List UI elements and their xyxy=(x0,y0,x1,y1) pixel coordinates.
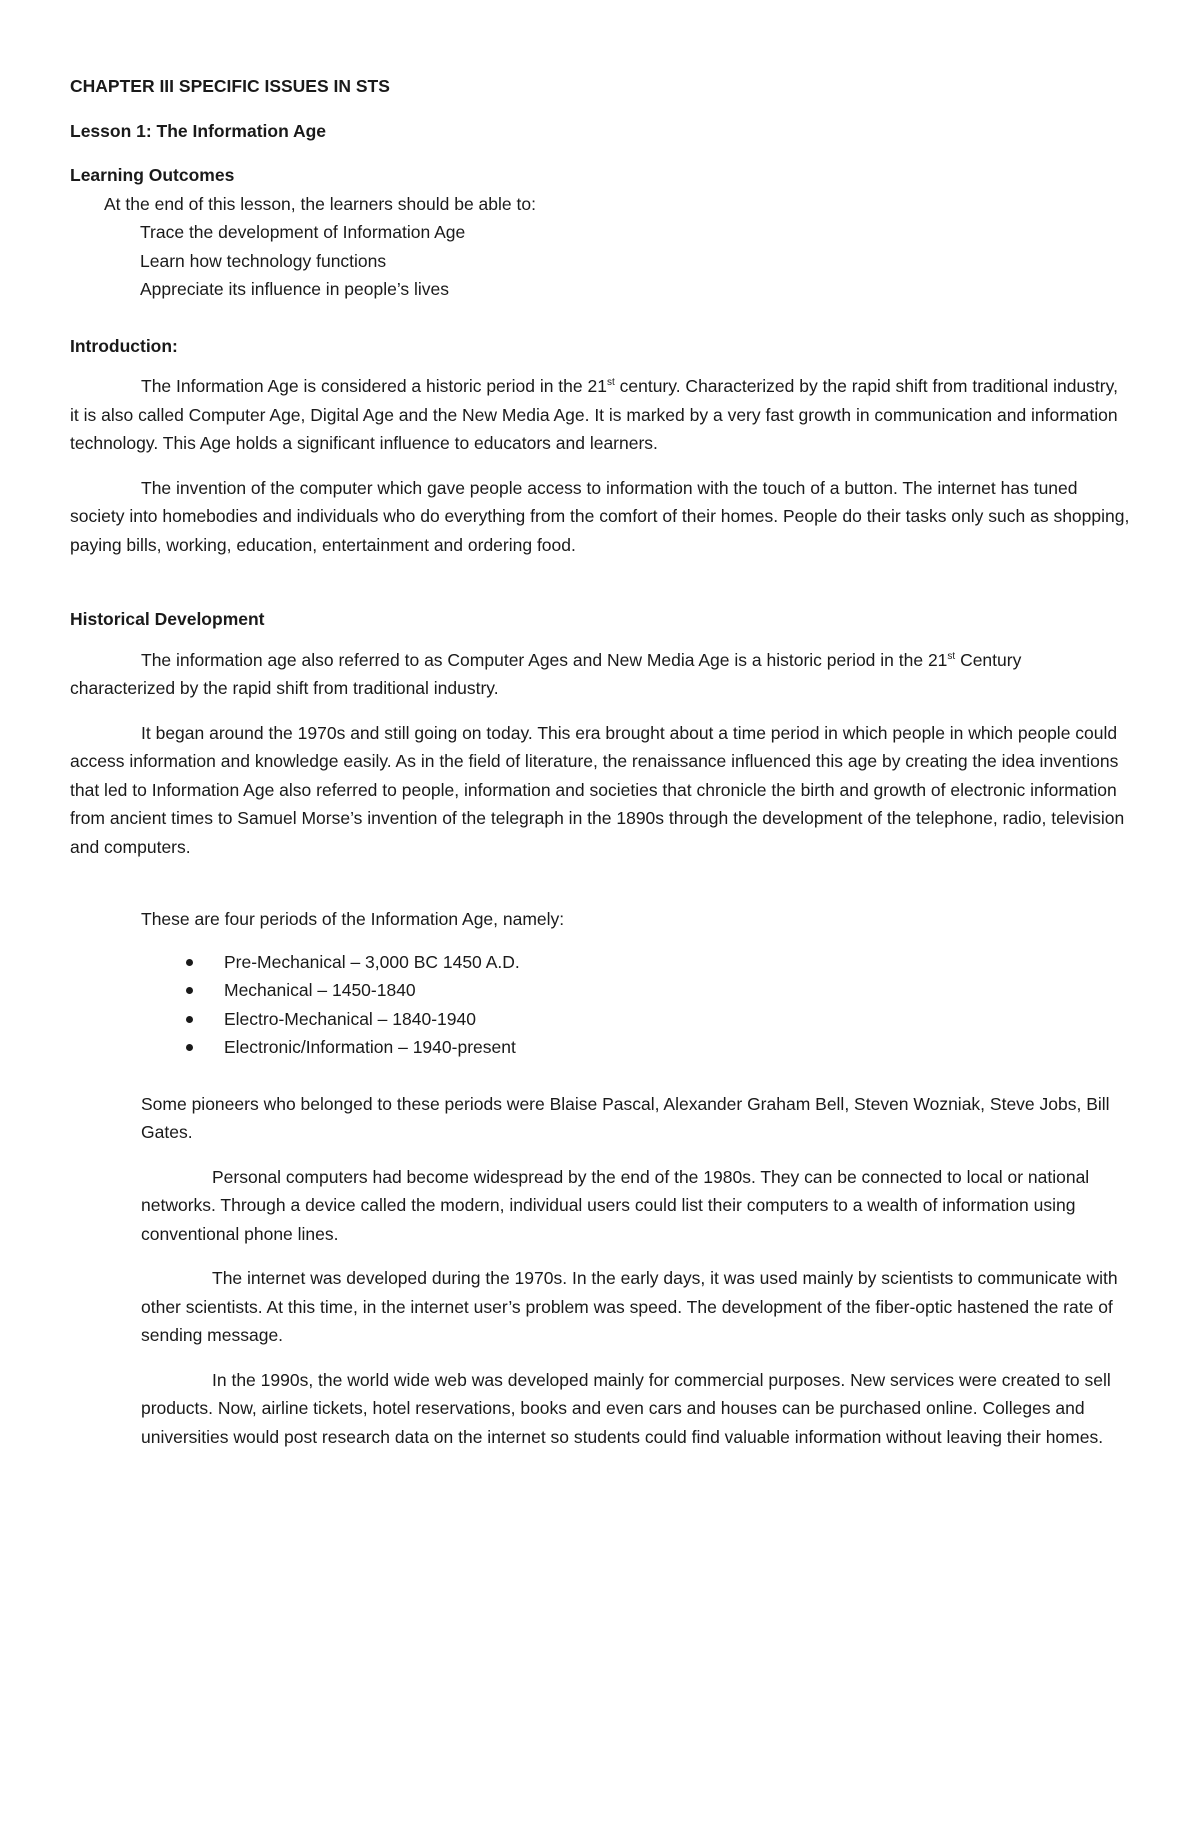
introduction-heading: Introduction: xyxy=(70,335,178,356)
bullet-icon xyxy=(186,987,193,994)
introduction-paragraph-1 xyxy=(70,372,1130,458)
chapter-title: CHAPTER III SPECIFIC ISSUES IN STS xyxy=(70,76,390,96)
historical-paragraph-2: It began around the 1970s and still going on today. This era brought about a time period in which people in which people could access information and knowledge easily. As in the field of literature, the renaissance influenced this age by creating the idea inventions that led to Information Age also referred to people, information and societies that chronicle the birth and growth of electronic information from ancient times to Samuel Morse’s invention of the telegraph in the 1890s through the development of the telephone, radio, television and computers. xyxy=(70,722,1125,857)
lesson-title: Lesson 1: The Information Age xyxy=(70,120,327,141)
superscript: st xyxy=(947,650,956,662)
text-run: The information age also referred to as Computer Ages and New Media Age is a historic period in the 21 xyxy=(141,649,948,670)
period-item xyxy=(186,1005,1130,1034)
learning-outcomes-heading: Learning Outcomes xyxy=(70,165,235,185)
historical-paragraph-5: In the 1990s, the world wide web was developed mainly for commercial purposes. New services were created to sell products. Now, airline tickets, hotel reservations, books and even cars and houses can be purchased online. Colleges and universities would post research data on the internet so students could find valuable information without leaving their homes. xyxy=(141,1369,1111,1447)
period-item xyxy=(186,976,1130,1005)
text-run: The Information Age is considered a historic period in the 21 xyxy=(141,376,607,396)
historical-development-heading: Historical Development xyxy=(70,609,265,629)
introduction-paragraph-2: The invention of the computer which gave people access to information with the touch of a button. The internet has tuned society into homebodies and individuals who do everything from the comfort of their homes. People do their tasks only such as shopping, paying bills, working, education, entertainment and ordering food. xyxy=(70,477,1130,555)
bullet-icon xyxy=(186,1016,193,1023)
period-item xyxy=(186,1033,1130,1062)
pioneers-paragraph: Some pioneers who belonged to these periods were Blaise Pascal, Alexander Graham Bell, Steven Wozniak, Steve Jobs, Bill Gates. xyxy=(141,1093,1110,1142)
superscript: st xyxy=(606,377,615,389)
text-run: Century characterized by the rapid shift from traditional industry. xyxy=(70,649,1022,698)
learning-outcomes-intro: At the end of this lesson, the learners should be able to: xyxy=(104,193,536,214)
learning-outcomes-list xyxy=(70,218,1130,304)
period-label: Pre-Mechanical – 3,000 BC 1450 A.D. xyxy=(224,951,520,972)
period-item xyxy=(186,948,1130,977)
learning-outcome-item: Learn how technology functions xyxy=(140,250,387,271)
period-label: Electro-Mechanical – 1840-1940 xyxy=(224,1008,476,1029)
period-label: Mechanical – 1450-1840 xyxy=(224,980,416,1000)
learning-outcome-item: Trace the development of Information Age xyxy=(140,222,466,242)
periods-lead: These are four periods of the Information Age, namely: xyxy=(141,909,565,929)
historical-paragraph-1 xyxy=(70,646,1130,703)
bullet-icon xyxy=(186,959,193,966)
historical-paragraph-3: Personal computers had become widespread by the end of the 1980s. They can be connected to local or national networks. Through a device called the modern, individual users could list their computers to a wealth of information using conventional phone lines. xyxy=(141,1166,1090,1244)
learning-outcome-item: Appreciate its influence in people’s lives xyxy=(140,279,450,299)
period-label: Electronic/Information – 1940-present xyxy=(224,1037,516,1057)
text-run: century. Characterized by the rapid shift from traditional industry, it is also called Computer Age, Digital Age and the New Media Age. It is marked by a very fast growth in communication and information technology. This Age holds a significant influence to educators and learners. xyxy=(70,376,1118,453)
historical-paragraph-4: The internet was developed during the 1970s. In the early days, it was used mainly by scientists to communicate with other scientists. At this time, in the internet user’s problem was speed. The development of the fiber-optic hastened the rate of sending message. xyxy=(141,1268,1118,1345)
bullet-icon xyxy=(186,1044,193,1051)
periods-list xyxy=(70,948,1130,1062)
